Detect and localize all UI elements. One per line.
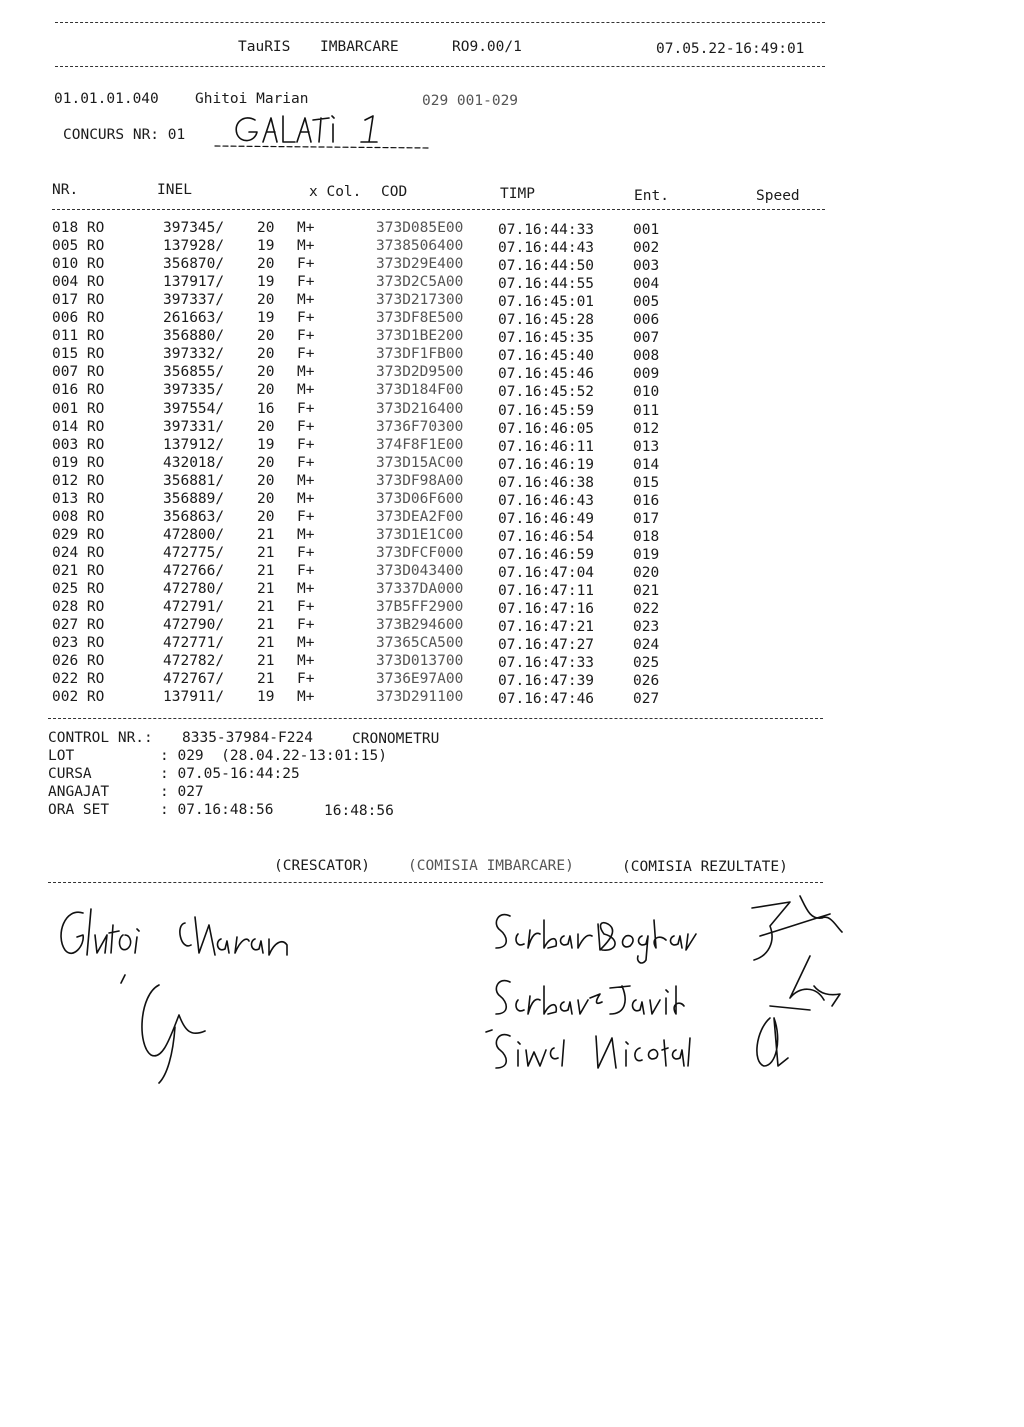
cell-sex: F+ [297, 562, 315, 579]
cell-ent: 015 [633, 474, 660, 491]
cell-year: 19 [257, 238, 275, 255]
table-row [0, 599, 830, 617]
cell-ent: 017 [633, 510, 660, 527]
signature-comisia [470, 890, 870, 1080]
cell-code: 373D043400 [376, 562, 464, 579]
cell-code: 373DFCF000 [376, 544, 464, 561]
cell-time: 07.16:45:40 [498, 348, 595, 365]
cell-ent: 014 [633, 456, 660, 473]
cell-year: 20 [257, 256, 275, 273]
cell-ring: 397332/ [163, 346, 225, 363]
cell-ring: 472790/ [163, 617, 225, 634]
angajat-label: ANGAJAT [48, 784, 110, 800]
cell-ring: 137928/ [163, 238, 225, 255]
cell-code: 3738506400 [376, 238, 464, 255]
cell-nr: 023 RO [52, 635, 105, 652]
table-row [0, 635, 830, 653]
cell-nr: 006 RO [52, 310, 105, 327]
cell-nr: 027 RO [52, 617, 105, 634]
cell-year: 21 [257, 544, 275, 561]
cell-code: 373D1BE200 [376, 328, 464, 345]
cell-year: 20 [257, 490, 275, 507]
cell-sex: F+ [297, 346, 315, 363]
cell-ent: 009 [633, 366, 660, 383]
control-label: CONTROL NR.: [48, 730, 153, 746]
cell-nr: 004 RO [52, 274, 105, 291]
cell-sex: F+ [297, 310, 315, 327]
cell-time: 07.16:46:49 [498, 510, 595, 527]
cell-ent: 016 [633, 492, 660, 509]
cell-ring: 356855/ [163, 364, 225, 381]
col-xcol: x Col. [309, 184, 362, 200]
cell-code: 373D2D9500 [376, 364, 464, 381]
cell-ring: 472775/ [163, 544, 225, 561]
col-cod: COD [381, 184, 408, 200]
cell-ring: 472767/ [163, 671, 225, 688]
cell-year: 20 [257, 454, 275, 471]
table-row [0, 491, 830, 509]
cell-code: 373D216400 [376, 400, 464, 417]
cell-nr: 005 RO [52, 238, 105, 255]
cell-nr: 015 RO [52, 346, 105, 363]
cell-year: 20 [257, 328, 275, 345]
cell-year: 20 [257, 292, 275, 309]
cell-code: 37365CA500 [376, 635, 464, 652]
cell-code: 3736F70300 [376, 418, 464, 435]
cell-ring: 356870/ [163, 256, 225, 273]
cell-nr: 017 RO [52, 292, 105, 309]
cell-code: 373D291100 [376, 689, 464, 706]
table-row [0, 653, 830, 671]
cell-ent: 027 [633, 691, 660, 708]
cell-year: 16 [257, 400, 275, 417]
cell-sex: M+ [297, 581, 315, 597]
cell-time: 07.16:47:33 [498, 655, 595, 672]
cell-year: 19 [257, 274, 275, 291]
cell-sex: M+ [297, 238, 315, 255]
table-bottom-rule [48, 718, 823, 719]
cell-sex: F+ [297, 544, 315, 561]
cell-year: 20 [257, 472, 275, 489]
cell-sex: F+ [297, 256, 315, 273]
table-row [0, 238, 830, 256]
cell-time: 07.16:47:04 [498, 564, 595, 581]
table-row [0, 473, 830, 491]
cell-year: 21 [257, 526, 275, 543]
cell-sex: F+ [297, 328, 315, 345]
cell-ent: 022 [633, 601, 660, 618]
cell-ent: 004 [633, 276, 660, 293]
cell-sex: F+ [297, 671, 315, 688]
cell-ring: 397337/ [163, 292, 225, 309]
cell-code: 373D06F600 [376, 490, 464, 507]
cell-ent: 020 [633, 564, 660, 581]
cell-ring: 472782/ [163, 653, 225, 670]
table-row [0, 689, 830, 707]
cell-ent: 007 [633, 330, 660, 347]
cell-nr: 026 RO [52, 653, 105, 670]
cell-time: 07.16:45:52 [498, 384, 595, 401]
cell-nr: 008 RO [52, 508, 105, 525]
signature-rule [48, 882, 823, 883]
cell-nr: 021 RO [52, 562, 105, 579]
cell-time: 07.16:44:50 [498, 258, 595, 275]
cell-nr: 014 RO [52, 418, 105, 435]
cell-code: 373DF8E500 [376, 310, 464, 327]
sig-label-comisia-rezultate: (COMISIA REZULTATE) [622, 859, 788, 875]
cell-code: 373D184F00 [376, 382, 464, 399]
cell-time: 07.16:47:16 [498, 601, 595, 618]
cell-year: 21 [257, 562, 275, 579]
cell-sex: M+ [297, 382, 315, 399]
cell-time: 07.16:47:27 [498, 637, 595, 654]
table-header-rule [52, 209, 825, 210]
header-bottom-rule [55, 66, 825, 67]
cell-ring: 397331/ [163, 418, 225, 435]
cell-time: 07.16:44:33 [498, 222, 595, 238]
cell-time: 07.16:45:28 [498, 312, 595, 329]
cell-ent: 019 [633, 546, 660, 563]
cell-ent: 002 [633, 240, 660, 257]
cell-ent: 024 [633, 637, 660, 654]
cell-year: 19 [257, 436, 275, 453]
table-row [0, 545, 830, 563]
cell-time: 07.16:47:21 [498, 619, 595, 636]
cell-ring: 472771/ [163, 635, 225, 652]
cell-sex: F+ [297, 617, 315, 634]
cell-nr: 013 RO [52, 490, 105, 507]
cell-time: 07.16:45:59 [498, 402, 595, 419]
cell-ent: 013 [633, 438, 660, 455]
table-row [0, 671, 830, 689]
cell-ent: 021 [633, 583, 660, 599]
cell-ring: 432018/ [163, 454, 225, 471]
ora-set-extra: 16:48:56 [324, 803, 394, 819]
table-row [0, 401, 830, 419]
col-ent: Ent. [634, 188, 669, 204]
cell-ent: 018 [633, 528, 660, 545]
cell-year: 20 [257, 382, 275, 399]
cell-sex: F+ [297, 508, 315, 525]
cell-year: 20 [257, 364, 275, 381]
cell-nr: 018 RO [52, 220, 105, 236]
cell-ent: 006 [633, 312, 660, 329]
cell-year: 20 [257, 418, 275, 435]
cell-time: 07.16:45:35 [498, 330, 595, 347]
cell-code: 3736E97A00 [376, 671, 464, 688]
table-row [0, 310, 830, 328]
cell-time: 07.16:44:55 [498, 276, 595, 293]
table-row [0, 563, 830, 581]
cell-ring: 137912/ [163, 436, 225, 453]
cell-ring: 472780/ [163, 581, 225, 597]
table-row [0, 509, 830, 527]
cell-ent: 003 [633, 258, 660, 275]
cell-ring: 356889/ [163, 490, 225, 507]
cell-year: 21 [257, 653, 275, 670]
handwritten-place [215, 108, 435, 158]
cell-year: 19 [257, 689, 275, 706]
header-top-rule [55, 22, 825, 23]
cursa-value: : 07.05-16:44:25 [160, 766, 300, 782]
cell-ring: 261663/ [163, 310, 225, 327]
cell-sex: M+ [297, 220, 315, 236]
cell-sex: F+ [297, 274, 315, 291]
cell-time: 07.16:47:11 [498, 583, 595, 599]
cell-time: 07.16:46:43 [498, 492, 595, 509]
cell-time: 07.16:45:46 [498, 366, 595, 383]
table-row [0, 527, 830, 545]
lot-value: : 029 (28.04.22-13:01:15) [160, 748, 387, 764]
cell-sex: M+ [297, 472, 315, 489]
table-row [0, 328, 830, 346]
cell-nr: 012 RO [52, 472, 105, 489]
cell-code: 373D217300 [376, 292, 464, 309]
cell-time: 07.16:46:54 [498, 528, 595, 545]
cell-ring: 397554/ [163, 400, 225, 417]
cell-time: 07.16:47:39 [498, 673, 595, 690]
cell-nr: 025 RO [52, 581, 105, 597]
cell-sex: F+ [297, 400, 315, 417]
cell-sex: F+ [297, 418, 315, 435]
handwritten-underline [215, 146, 430, 148]
cell-ent: 023 [633, 619, 660, 636]
control-extra: CRONOMETRU [352, 731, 440, 747]
cell-nr: 010 RO [52, 256, 105, 273]
cell-code: 373DF98A00 [376, 472, 464, 489]
col-speed: Speed [756, 188, 800, 204]
cell-year: 21 [257, 635, 275, 652]
cell-nr: 002 RO [52, 689, 105, 706]
cell-code: 373DEA2F00 [376, 508, 464, 525]
table-row [0, 617, 830, 635]
table-row [0, 346, 830, 364]
cell-code: 373D15AC00 [376, 454, 464, 471]
fancier-name: Ghitoi Marian [195, 91, 309, 107]
table-row [0, 419, 830, 437]
ora-set-value: : 07.16:48:56 [160, 802, 274, 818]
header-datetime: 07.05.22-16:49:01 [656, 41, 805, 57]
cell-ring: 137917/ [163, 274, 225, 291]
cell-sex: M+ [297, 635, 315, 652]
sig-label-crescator: (CRESCATOR) [274, 858, 371, 874]
cell-ring: 356880/ [163, 328, 225, 345]
cell-time: 07.16:46:11 [498, 438, 595, 455]
table-row [0, 364, 830, 382]
cell-sex: M+ [297, 292, 315, 309]
cell-year: 20 [257, 220, 275, 236]
cell-sex: F+ [297, 436, 315, 453]
signature-crescator [55, 905, 325, 1085]
cell-year: 21 [257, 599, 275, 616]
cell-time: 07.16:46:59 [498, 546, 595, 563]
cell-year: 21 [257, 671, 275, 688]
cell-sex: F+ [297, 599, 315, 616]
cell-sex: M+ [297, 689, 315, 706]
cursa-label: CURSA [48, 766, 92, 782]
cell-year: 21 [257, 617, 275, 634]
cell-year: 20 [257, 508, 275, 525]
cell-code: 373B294600 [376, 617, 464, 634]
fancier-code: 01.01.01.040 [54, 91, 159, 107]
cell-year: 21 [257, 581, 275, 597]
cell-time: 07.16:44:43 [498, 240, 595, 257]
cell-ring: 356863/ [163, 508, 225, 525]
cell-year: 20 [257, 346, 275, 363]
cell-code: 37337DA000 [376, 581, 464, 597]
cell-nr: 019 RO [52, 454, 105, 471]
cell-nr: 029 RO [52, 526, 105, 543]
cell-ent: 010 [633, 384, 660, 401]
table-row [0, 220, 830, 238]
cell-nr: 028 RO [52, 599, 105, 616]
cell-sex: F+ [297, 454, 315, 471]
cell-ring: 397345/ [163, 220, 225, 236]
header-app-name: TauRIS [238, 39, 291, 55]
cell-code: 373D29E400 [376, 256, 464, 273]
cell-ent: 011 [633, 402, 660, 419]
cell-code: 373D085E00 [376, 220, 464, 236]
header-version: RO9.00/1 [452, 39, 522, 55]
cell-code: 373D013700 [376, 653, 464, 670]
cell-time: 07.16:46:38 [498, 474, 595, 491]
table-row [0, 437, 830, 455]
cell-year: 19 [257, 310, 275, 327]
cell-nr: 001 RO [52, 400, 105, 417]
cell-time: 07.16:45:01 [498, 294, 595, 311]
cell-ring: 472791/ [163, 599, 225, 616]
ora-set-label: ORA SET [48, 802, 110, 818]
cell-ent: 008 [633, 348, 660, 365]
cell-ent: 025 [633, 655, 660, 672]
cell-nr: 016 RO [52, 382, 105, 399]
cell-ent: 026 [633, 673, 660, 690]
cell-nr: 003 RO [52, 436, 105, 453]
contest-label: CONCURS NR: 01 [63, 127, 186, 143]
cell-time: 07.16:47:46 [498, 691, 595, 708]
table-row [0, 382, 830, 400]
cell-code: 374F8F1E00 [376, 436, 464, 453]
col-inel: INEL [157, 182, 192, 198]
table-row [0, 455, 830, 473]
cell-code: 373D2C5A00 [376, 274, 464, 291]
cell-nr: 024 RO [52, 544, 105, 561]
cell-nr: 007 RO [52, 364, 105, 381]
cell-sex: M+ [297, 490, 315, 507]
cell-nr: 011 RO [52, 328, 105, 345]
col-nr: NR. [52, 182, 79, 198]
table-row [0, 581, 830, 599]
cell-ent: 012 [633, 420, 660, 437]
lot-label: LOT [48, 748, 75, 764]
cell-time: 07.16:46:19 [498, 456, 595, 473]
cell-code: 373D1E1C00 [376, 526, 464, 543]
cell-sex: M+ [297, 526, 315, 543]
handwritten-place-strokes [236, 116, 377, 142]
cell-time: 07.16:46:05 [498, 420, 595, 437]
cell-ring: 472766/ [163, 562, 225, 579]
table-row [0, 274, 830, 292]
cell-ent: 005 [633, 294, 660, 311]
cell-code: 373DF1FB00 [376, 346, 464, 363]
cell-ring: 137911/ [163, 689, 225, 706]
cell-ring: 397335/ [163, 382, 225, 399]
col-timp: TIMP [500, 186, 535, 202]
table-row [0, 256, 830, 274]
angajat-value: : 027 [160, 784, 204, 800]
table-row [0, 292, 830, 310]
fancier-range: 029 001-029 [422, 93, 519, 109]
cell-nr: 022 RO [52, 671, 105, 688]
cell-sex: M+ [297, 364, 315, 381]
cell-code: 37B5FF2900 [376, 599, 464, 616]
cell-ring: 472800/ [163, 526, 225, 543]
control-value: 8335-37984-F224 [182, 730, 313, 746]
sig-label-comisia-imbarcare: (COMISIA IMBARCARE) [408, 858, 574, 874]
cell-ent: 001 [633, 222, 660, 238]
header-title: IMBARCARE [320, 39, 399, 55]
cell-sex: M+ [297, 653, 315, 670]
cell-ring: 356881/ [163, 472, 225, 489]
